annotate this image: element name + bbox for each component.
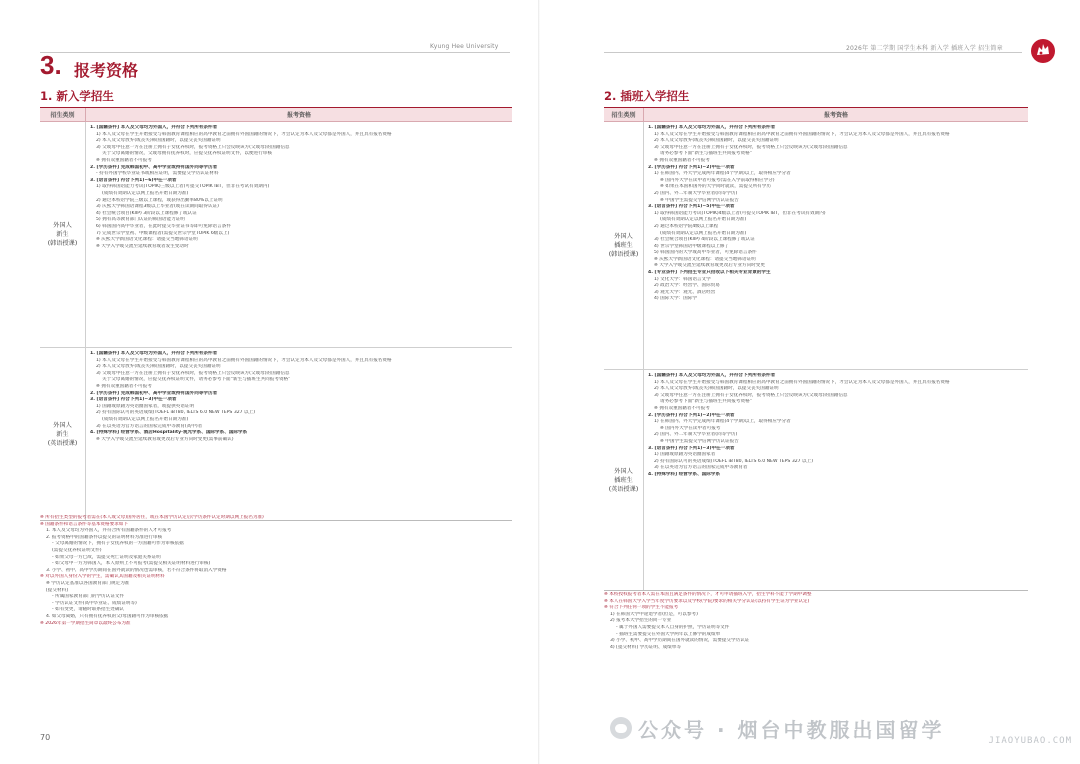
req-line: 4) 世宗学堂韩国语中级课程以上修了 xyxy=(654,243,730,249)
req-line: ※ 拥有双重国籍者不可报考 xyxy=(654,405,710,411)
req-line: 2. [学历条件] 完成韩国初中、高中学业或持有国外同等学历者 xyxy=(90,390,218,396)
req-line: 3) 父或母中任意一方在注册上拥有子女抚养权时，报考资格上只会反映该方(父或母)的国籍信息 xyxy=(654,392,848,398)
req-line: 3) 观光大学：观光、酒店经营 xyxy=(654,289,716,295)
note-line: ※ 本人在韩国大学入学当年度学历要求以及学校(学院)要求的相关学分认证(以持有学生证为学业认定) xyxy=(604,598,810,604)
req-line: 2. [学历条件] 符合下列1)~2)中任一项者 xyxy=(648,412,735,418)
req-line: 3. [语言条件] 符合下列1)~5)中任一项者 xyxy=(648,204,735,210)
req-line: 1) 取得韩国语能力考试(TOPIK)4级以上者(可提交TOPIK IBT，但非在考试有效期内) xyxy=(654,210,826,216)
req-line: ※ 中国学生需提交学信网学历认证报告 xyxy=(660,197,739,203)
row-category: 外国人 插班生 (英语授课) xyxy=(604,370,644,590)
note-line: - 学历认证文件(高中毕业证、成绩证明等) xyxy=(52,600,137,606)
right-page xyxy=(540,0,1080,764)
req-line: ※ 大学入学或交流至延续教育或更改后专业方向时变更(需事前确认) xyxy=(96,436,234,442)
note-line: - 如有变更，请随时联系招生处确认 xyxy=(52,607,125,613)
eligibility-table-new xyxy=(40,107,512,521)
req-line: 2) 本人及父母放弃(或丧失)韩国国籍时，以提交丧失国籍证明 xyxy=(654,138,779,144)
req-line: 1) 在韩国内、外大学完成两年课程(4个学期)以上，取得相应学分者 xyxy=(654,419,791,425)
req-line: 3) 庆熙大学韩国语课程3级以上毕业者(或在读期间取得认证) xyxy=(96,204,219,210)
req-line: ※ 国内外大学在读中者可报考(需在入学前取得相应学分) xyxy=(660,177,775,183)
header-category: 招生类别 xyxy=(40,108,86,121)
req-line: ※ 拥有双重国籍者不可报考 xyxy=(96,157,152,163)
footnotes xyxy=(40,515,512,627)
chapter-title: 报考资格 xyxy=(74,61,139,80)
req-line: 2) 本人及父母放弃(或丧失)韩国国籍时，以提交丧失国籍证明 xyxy=(96,364,221,370)
req-line: 1) 取得韩国语能力考试(TOPIK)三级以上者(可提交TOPIK IBT，但非在考试有效期内) xyxy=(96,184,270,190)
note-line: - 属于外国人需要提交本人自身的护照，学历证明等文件 xyxy=(616,624,730,630)
header-requirement: 报考资格 xyxy=(823,112,848,119)
req-line: 2) 政治大学：经营学、国际贸易 xyxy=(654,283,720,289)
req-line: 7) 完成世宗学堂初、中级课程者(需提交世宗学堂TOPIK 6级以上) xyxy=(96,230,230,236)
eligibility-table-transfer xyxy=(604,107,1028,591)
note-line: ※ 所有招生类型的报考者需在(本人或父母)国外居住，或在本国学历认定后(学历条件认定时期以网上报名为准) xyxy=(40,515,264,520)
req-line: 5) 韩国国内的大学或高中毕业者，可免除语言条件 xyxy=(654,250,757,256)
req-line: ※ 如果在本国和国外的大学同时就读，需提交所有学历 xyxy=(660,184,771,190)
req-line: 1) 本人及父母在学生开始接受与韩国教育课程相应的高中教育之前拥有外国国籍的情况下，才会认定为本人及父母都是外国人，并且具有报名资格 xyxy=(96,357,392,363)
note-line: 1. 本人及父母均为外国人，并符合所有国籍条件的人才可报考 xyxy=(46,528,172,534)
req-line: ※ 中国学生需提交学信网学历认证报告 xyxy=(660,438,739,444)
note-line: 2. 报考资格中的国籍条件以提交的证明材料为准进行审核 xyxy=(46,534,163,540)
note-line: 3) 小学、初中、高中学历期间在国外就读的情况，需要提交学历认证 xyxy=(610,638,750,644)
note-line: ※ 本校授权报考者本人需在本国且满足条件的情况下，才可申请插班入学，招生学科不能于学期中调整 xyxy=(604,592,812,597)
row-requirements xyxy=(644,122,1028,369)
req-line: 2) 通过本校语学院4级以上课程 xyxy=(654,223,719,229)
req-line: 4. [特殊学科] 经营学系、酒店Hospitality·观光学系、国际学系、国际学系 xyxy=(90,430,248,436)
req-line: 3. [语言条件] 符合下列1)~3)中任一项者 xyxy=(90,397,177,403)
req-line: 1) 国籍或原籍为英语圈国家者 xyxy=(654,452,716,458)
req-line: 4) 国际大学：国际学 xyxy=(654,296,697,302)
row-requirements xyxy=(86,122,512,347)
note-line: - 所属国家教育部门的学历认证文件 xyxy=(52,594,125,600)
note-line: - 父母离婚的情况下，拥有子女抚养权的一方国籍可作为审核依据 xyxy=(52,541,184,547)
header-requirement: 报考资格 xyxy=(286,112,311,119)
req-line: 4. [专业条件] 下列招生专业只招收以下相关专业背景的学生 xyxy=(648,270,771,276)
req-line: ※ 大学入学或交流至延续教育或者发生变动时 xyxy=(96,243,189,249)
section-title-transfer: 2. 插班入学招生 xyxy=(604,89,690,103)
note-line: 3. 小学、初中、高中学历期间在国外就读的情况也需审核，若不符合条件将取消入学资格 xyxy=(46,567,227,573)
running-head: Kyung Hee University xyxy=(430,43,499,50)
req-line: (成绩有效期认定以网上报名开始日期为准) xyxy=(102,190,189,196)
kyung-hee-lion-logo-icon xyxy=(1030,38,1056,64)
req-line: 6) 韩国国内高中毕业者，在此时提交毕业证书等即可免除语言条件 xyxy=(96,223,231,229)
req-line: 1) 本人及父母在学生开始接受与韩国教育课程相应的高中教育之前拥有外国国籍的情况下，才会认定为本人及父母都是外国人，并且具有报名资格 xyxy=(654,131,950,137)
req-line: - 持有外国学校毕业证书或相应证明，需要提交学历认证材料 xyxy=(96,171,219,177)
req-line: 2. [学历条件] 符合下列1)~2)中任一项者 xyxy=(648,164,735,170)
req-line: 4) 社会统合项目(KIIP) 3阶段以上课程修了或认证 xyxy=(96,210,197,216)
req-line: 3. [语言条件] 符合下列1)~6)中任一项者 xyxy=(90,177,177,183)
req-line: ※ 拥有双重国籍者不可报考 xyxy=(96,383,152,389)
req-line: 请务必参考下面“新生与插班生共同报考资格” xyxy=(660,399,753,405)
note-line: ※ 对以外国人身份入学的学生，需确认其国籍及相关证明材料 xyxy=(40,574,165,580)
header-category: 招生类别 xyxy=(604,108,644,121)
watermark-url: JIAOYUBAO.COM xyxy=(988,736,1072,746)
req-line: 1) 文化大学：韩国语言文学 xyxy=(654,276,711,282)
note-line: - 如父母中一方为韩国人，本人原则上不可报考(需提交相关证明材料进行审核) xyxy=(52,561,211,567)
req-line: 2) 本人及父母放弃(或丧失)韩国国籍时，以提交丧失国籍证明 xyxy=(96,138,221,144)
note-line: ※ 国籍条件和语言条件等基本资格要求如下 xyxy=(40,521,128,527)
req-line: 2) 本人及父母放弃(或丧失)韩国国籍时，以提交丧失国籍证明 xyxy=(654,386,779,392)
req-line: 请务必参考下面“新生与插班生共同报考资格” xyxy=(660,151,753,157)
row-requirements xyxy=(644,370,1028,590)
req-line: 1) 在韩国内、外大学完成两年课程(4个学期)以上，取得相应学分者 xyxy=(654,171,791,177)
req-line: 1) 国籍或原籍为英语圈国家者，或提供英语证明 xyxy=(96,403,195,409)
req-line: 1) 本人及父母在学生开始接受与韩国教育课程相应的高中教育之前拥有外国国籍的情况下，才会认定为本人及父母都是外国人，并且具有报名资格 xyxy=(654,379,950,385)
watermark-label: 公众号 · 烟台中教服出国留学 xyxy=(638,717,945,742)
note-line: 1) 在韩国大学中途退学者(但是，可以参考) xyxy=(610,611,698,617)
note-line: - 如果父母一方已故，需提交死亡证明及家庭关系证明 xyxy=(52,554,161,560)
req-line: 2) 持有国际认可的英语成绩(TOEFL iBT80, IELTS 6.0 NEW TEPS 327 以上) xyxy=(654,458,814,464)
req-line: ※ 国内外大学在读中者可报考 xyxy=(660,425,721,431)
note-line: 4) [提交材料] 学历证明、成绩单等 xyxy=(610,644,681,650)
note-line: ※ 符合下列任何一项的学生不能报考 xyxy=(604,605,679,611)
req-line: ※ 大学入学或交流至延续教育或更改后专业方向时变更 xyxy=(654,263,765,269)
note-line: (需提交抚养权证明文件) xyxy=(52,547,102,553)
row-category: 外国人 新生 (英语授课) xyxy=(40,348,86,520)
page-number: 70 xyxy=(40,733,51,742)
req-line: 3) 父或母中任意一方在注册上拥有子女抚养权时，报考资格上只会反映该方(父或母)的国籍信息 xyxy=(654,144,848,150)
req-line: 2) 持有国际认可的英语成绩(TOEFL iBT80, IELTS 6.0 NEW TEPS 327 以上) xyxy=(96,410,256,416)
note-line: [提交材料] xyxy=(46,587,68,593)
req-line: 2) 国内、外二年制大学毕业者(同等学历) xyxy=(654,432,738,438)
req-line: 关于父母离婚的情况，父或母拥有抚养权时，应提交抚养权证明文件，以便进行审核 xyxy=(102,151,272,157)
note-line: 2) 报考本大学招生的同一专业 xyxy=(610,618,672,624)
req-line: (成绩有效期认定以网上报名开始日期为准) xyxy=(660,230,747,236)
req-line: 4. [特殊学科] 经营学系、国际学系 xyxy=(648,471,721,477)
req-line: ※ 庆熙大学新国语文化课程：请提交当地韩语证明 xyxy=(654,256,756,262)
req-line: (成绩有效期认定以网上报名开始日期为准) xyxy=(660,217,747,223)
header-rule xyxy=(40,52,510,53)
row-category: 外国人 插班生 (韩语授课) xyxy=(604,122,644,369)
req-line: ※ 庆熙大学新国语文化课程：请提交当地韩语证明 xyxy=(96,237,198,243)
req-line: 1. [国籍条件] 本人及父母均为外国人，并符合下列所有条件者 xyxy=(90,125,218,130)
section-title-new-admission: 1. 新入学招生 xyxy=(40,89,114,103)
req-line: 3) 在以英语为官方语言的国家完成中等教育(高中)者 xyxy=(96,423,203,429)
req-line: 3) 在以英语为官方语言的国家完成中等教育者 xyxy=(654,465,748,471)
req-line: 3) 父或母中任意一方在注册上拥有子女抚养权时，报考资格上只会反映该方(父或母)的国籍信息 xyxy=(96,370,290,376)
table-row xyxy=(604,122,1028,370)
req-line: 5) 拥有高等教育部门认证的韩国语能力证明 xyxy=(96,217,185,223)
note-line: ※ 学历认定基准以各国教育部门规定为准 xyxy=(46,580,130,586)
req-line: (成绩有效期认定以网上报名开始日期为准) xyxy=(102,416,189,422)
req-line: 2) 通过本校语学院三级以上课程，或获得出勤率80%以上证明 xyxy=(96,197,223,203)
table-row xyxy=(40,122,512,348)
footnotes xyxy=(604,592,1028,651)
row-category: 外国人 新生 (韩语授课) xyxy=(40,122,86,347)
chapter-number: 3. xyxy=(40,50,62,80)
req-line: ※ 拥有双重国籍者不可报考 xyxy=(654,157,710,163)
req-line: 3) 社会统合项目(KIIP) 4阶段以上课程修了或认证 xyxy=(654,237,755,243)
req-line: 2) 国内、外二年制大学毕业者(同等学历) xyxy=(654,190,738,196)
note-line: 4. 如父母离婚，只有拥有抚养权的父/母国籍可作为审核依据 xyxy=(46,613,169,619)
table-row xyxy=(604,370,1028,590)
req-line: 1. [国籍条件] 本人及父母均为外国人，并符合下列所有条件者 xyxy=(648,125,776,130)
req-line: 2. [学历条件] 完成韩国初中、高中学业或持有国外同等学历者 xyxy=(90,164,218,170)
req-line: 1) 本人及父母在学生开始接受与韩国教育课程相应的高中教育之前拥有外国国籍的情况下，才会认定为本人及父母都是外国人，并且具有报名资格 xyxy=(96,131,392,137)
req-line: 3. [语言条件] 符合下列1)~3)中任一项者 xyxy=(648,445,735,451)
table-header xyxy=(604,108,1028,122)
row-requirements xyxy=(86,348,512,520)
note-line: - 插班生需要提交在外国大学两年以上修学的成绩单 xyxy=(616,631,721,637)
table-header xyxy=(40,108,512,122)
table-row xyxy=(40,348,512,520)
note-line: ※ 2026年第一学期招生简章以最终公布为准 xyxy=(40,620,131,626)
req-line: 3) 父或母中任意一方在注册上拥有子女抚养权时，报考资格上只会反映该方(父或母)的国籍信息 xyxy=(96,144,290,150)
req-line: 关于父母离婚的情况，应提交抚养权证明文件，请务必参考下面“新生与插班生共同报考资格” xyxy=(102,377,291,383)
req-line: 1. [国籍条件] 本人及父母均为外国人，并符合下列所有条件者 xyxy=(648,373,776,378)
running-head: 2026年 第二学期 国学生本科 新入学 插班入学 招生简章 xyxy=(846,45,1003,52)
req-line: 1. [国籍条件] 本人及父母均为外国人，并符合下列所有条件者 xyxy=(90,351,218,356)
header-rule xyxy=(604,52,1022,53)
